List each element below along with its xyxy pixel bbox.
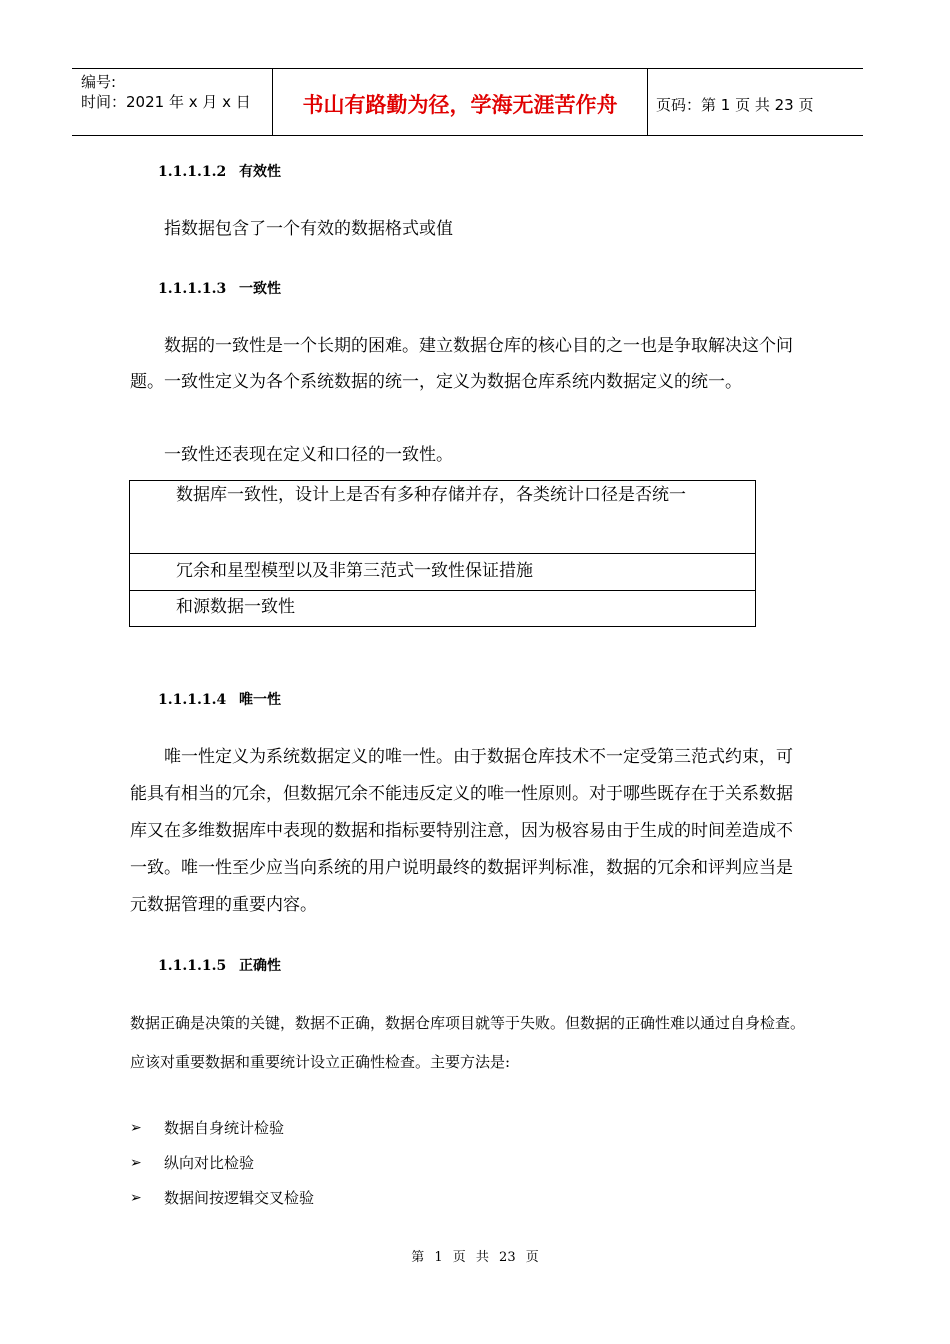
heading-title: 正确性: [239, 958, 281, 974]
list-item: [130, 1146, 314, 1181]
paragraph-uniqueness: 唯一性定义为系统数据定义的唯一性。由于数据仓库技术不一定受第三范式约束，可能具有相当的冗余，但数据冗余不能违反定义的唯一性原则。对于哪些既存在于关系数据库又在多维数据库中表现的数据和指标要特别注意，因为极容易由于生成的时间差造成不一致。唯一性至少应当向系统的用户说明最终的数据评判标准，数据的冗余和评判应当是元数据管理的重要内容。: [130, 747, 793, 915]
heading-number: 1.1.1.1.5: [158, 958, 227, 974]
arrowhead-bullet-icon: ➢: [130, 1155, 142, 1171]
paragraph-consistency: 数据的一致性是一个长期的困难。建立数据仓库的核心目的之一也是争取解决这个问题。一致性定义为各个系统数据的统一，定义为数据仓库系统内数据定义的统一。: [130, 336, 793, 392]
page-footer: 第 1 页 共 23 页: [411, 1250, 539, 1265]
list-item: [130, 1181, 314, 1216]
list-item-text: 数据自身统计检验: [164, 1119, 285, 1137]
heading-title: 一致性: [239, 281, 281, 297]
consistency-box: [129, 480, 756, 627]
header-meta-cell: [72, 69, 273, 135]
header-motto: 书山有路勤为径，学海无涯苦作舟: [273, 69, 648, 135]
box-row: 冗余和星型模型以及非第三范式一致性保证措施: [130, 553, 755, 590]
heading-number: 1.1.1.1.2: [158, 164, 227, 180]
list-item: [130, 1111, 314, 1146]
heading-correctness: [158, 955, 281, 975]
list-item-text: 数据间按逻辑交叉检验: [164, 1189, 315, 1207]
list-item-text: 纵向对比检验: [164, 1154, 255, 1172]
paragraph-validity: 指数据包含了一个有效的数据格式或值: [164, 219, 453, 239]
heading-number: 1.1.1.1.3: [158, 281, 227, 297]
paragraph-consistency-2: 一致性还表现在定义和口径的一致性。: [164, 445, 453, 465]
header-page-code: 页码：第 1 页 共 23 页: [656, 95, 814, 114]
heading-uniqueness: [158, 689, 281, 709]
heading-consistency: [158, 278, 281, 298]
time-label: 时间：2021 年 x 月 x 日: [81, 93, 251, 111]
heading-title: 唯一性: [239, 692, 281, 708]
arrowhead-bullet-icon: ➢: [130, 1120, 142, 1136]
box-row: 数据库一致性，设计上是否有多种存储并存，各类统计口径是否统一: [176, 485, 686, 505]
arrowhead-bullet-icon: ➢: [130, 1190, 142, 1206]
box-row: 和源数据一致性: [130, 590, 755, 626]
heading-number: 1.1.1.1.4: [158, 692, 227, 708]
number-label: 编号:: [81, 73, 117, 91]
heading-validity: [158, 161, 281, 181]
paragraph-correctness: 数据正确是决策的关键，数据不正确，数据仓库项目就等于失败。但数据的正确性难以通过自身检查。应该对重要数据和重要统计设立正确性检查。主要方法是:: [130, 1014, 806, 1071]
method-list: [130, 1111, 314, 1216]
document-header: [72, 68, 863, 136]
heading-title: 有效性: [239, 164, 281, 180]
